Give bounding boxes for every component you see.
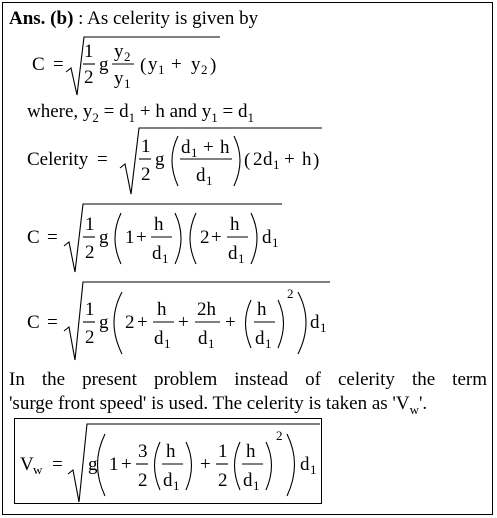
- symbol: 2: [218, 470, 228, 491]
- symbol: 2: [85, 327, 95, 348]
- subscript: 1: [265, 336, 272, 351]
- big-paren: [235, 442, 241, 490]
- symbol: y: [148, 54, 158, 75]
- subscript: w: [409, 401, 419, 417]
- subscript: 2: [201, 62, 208, 77]
- symbol: ): [313, 150, 320, 171]
- symbol: +: [200, 454, 211, 475]
- big-paren: [175, 213, 181, 264]
- symbol: h: [157, 299, 167, 320]
- symbol: C: [32, 54, 45, 75]
- equation-4: [27, 282, 330, 360]
- symbol: 1: [85, 214, 95, 235]
- symbol: d: [300, 454, 310, 475]
- subscript: 1: [211, 109, 218, 125]
- symbol: +: [121, 454, 132, 475]
- symbol: 1: [85, 299, 95, 320]
- subscript: 1: [272, 235, 279, 250]
- symbol: ): [210, 55, 217, 76]
- equation-3: [27, 204, 282, 272]
- subscript: 1: [273, 157, 280, 172]
- symbol: h: [154, 214, 164, 235]
- symbol: g: [99, 312, 109, 333]
- symbol: Celerity: [27, 149, 89, 170]
- subscript: 2: [92, 109, 99, 125]
- symbol: d: [181, 137, 191, 158]
- symbol: d: [196, 165, 206, 186]
- symbol: d: [152, 243, 162, 264]
- symbol: 2: [84, 67, 94, 88]
- symbol: 2h: [197, 299, 216, 320]
- subscript: 1: [164, 336, 171, 351]
- superscript: 2: [276, 428, 283, 443]
- symbol: (: [244, 150, 251, 171]
- symbol: h: [220, 137, 230, 158]
- big-paren: [266, 442, 272, 490]
- symbol: 1: [125, 227, 135, 248]
- equation-2: [27, 128, 322, 194]
- symbol: 1: [141, 136, 151, 157]
- subscript: 1: [128, 109, 136, 125]
- symbol: C: [27, 227, 40, 248]
- subscript: 1: [238, 251, 245, 266]
- symbol: +: [225, 312, 236, 333]
- big-paren: [155, 442, 161, 490]
- symbol: y: [191, 54, 201, 75]
- symbol: g: [88, 454, 98, 475]
- big-paren: [246, 300, 252, 348]
- symbol: 1: [109, 454, 119, 475]
- symbol: =: [47, 227, 58, 248]
- big-paren: [190, 213, 196, 264]
- symbol: +: [171, 54, 182, 75]
- symbol: +: [178, 312, 189, 333]
- symbol: h: [230, 214, 240, 235]
- symbol: =: [47, 312, 58, 333]
- big-paren: [234, 136, 240, 186]
- big-paren: [186, 442, 192, 490]
- superscript: 2: [287, 286, 294, 301]
- symbol: 2: [125, 312, 135, 333]
- symbol: 1: [218, 441, 228, 462]
- subscript: 1: [320, 320, 327, 335]
- symbol: d: [163, 470, 173, 491]
- where-text: + h and y: [135, 101, 212, 122]
- symbol: d: [310, 312, 320, 333]
- subscript: w: [33, 462, 43, 477]
- subscript: 1: [247, 109, 255, 125]
- big-paren: [115, 213, 121, 264]
- symbol: +: [137, 312, 148, 333]
- symbol: y: [114, 68, 124, 89]
- symbol: d: [154, 328, 164, 349]
- symbol: g: [155, 149, 165, 170]
- symbol: =: [52, 454, 63, 475]
- symbol: +: [284, 149, 295, 170]
- symbol: =: [97, 149, 108, 170]
- symbol: d: [263, 149, 273, 170]
- big-paren: [172, 136, 178, 186]
- symbol: g: [99, 54, 109, 75]
- paragraph-text: '.: [418, 393, 428, 414]
- sqrt-sign: [64, 204, 282, 272]
- subscript: 1: [310, 462, 317, 477]
- where-label: where, y: [27, 101, 93, 122]
- symbol: h: [302, 149, 312, 170]
- symbol: 2: [138, 470, 148, 491]
- big-paren: [278, 300, 284, 348]
- equation-1: [32, 37, 220, 95]
- symbol: d: [228, 243, 238, 264]
- paragraph-text: 'surge front speed' is used. The celerity is taken as 'V: [9, 393, 410, 414]
- symbol: +: [203, 137, 214, 158]
- symbol: +: [136, 227, 147, 248]
- subscript: 2: [124, 49, 131, 64]
- paragraph-line-1: In the present problem instead of celerity the term: [9, 369, 487, 390]
- subscript: 1: [124, 76, 131, 91]
- where-text: = d: [98, 101, 129, 122]
- symbol: +: [211, 227, 222, 248]
- answer-label: Ans. (b): [9, 8, 74, 29]
- subscript: 1: [162, 251, 169, 266]
- symbol: y: [114, 41, 124, 62]
- symbol: h: [257, 299, 267, 320]
- symbol: (: [140, 55, 147, 76]
- subscript: 1: [191, 145, 198, 160]
- intro-text: : As celerity is given by: [78, 8, 259, 29]
- big-paren: [251, 213, 257, 264]
- symbol: h: [246, 441, 256, 462]
- symbol: 2: [200, 227, 210, 248]
- symbol: 2: [141, 164, 151, 185]
- subscript: 1: [173, 478, 180, 493]
- equation-5: [20, 424, 320, 502]
- symbol: 2: [253, 149, 263, 170]
- big-paren: [287, 434, 295, 496]
- symbol: 1: [84, 41, 94, 62]
- subscript: 1: [208, 336, 215, 351]
- symbol: 3: [138, 441, 148, 462]
- symbol: V: [20, 454, 34, 475]
- big-paren: [298, 292, 306, 354]
- symbol: 2: [85, 242, 95, 263]
- symbol: d: [262, 227, 272, 248]
- where-text: = d: [217, 101, 248, 122]
- symbol: d: [255, 328, 265, 349]
- symbol: h: [166, 441, 176, 462]
- big-paren: [114, 292, 122, 354]
- subscript: 1: [206, 173, 213, 188]
- symbol: g: [99, 227, 109, 248]
- symbol: d: [198, 328, 208, 349]
- symbol: C: [27, 312, 40, 333]
- subscript: 1: [158, 62, 165, 77]
- symbol: =: [53, 54, 64, 75]
- symbol: d: [243, 470, 253, 491]
- subscript: 1: [253, 478, 260, 493]
- big-paren: [98, 434, 106, 496]
